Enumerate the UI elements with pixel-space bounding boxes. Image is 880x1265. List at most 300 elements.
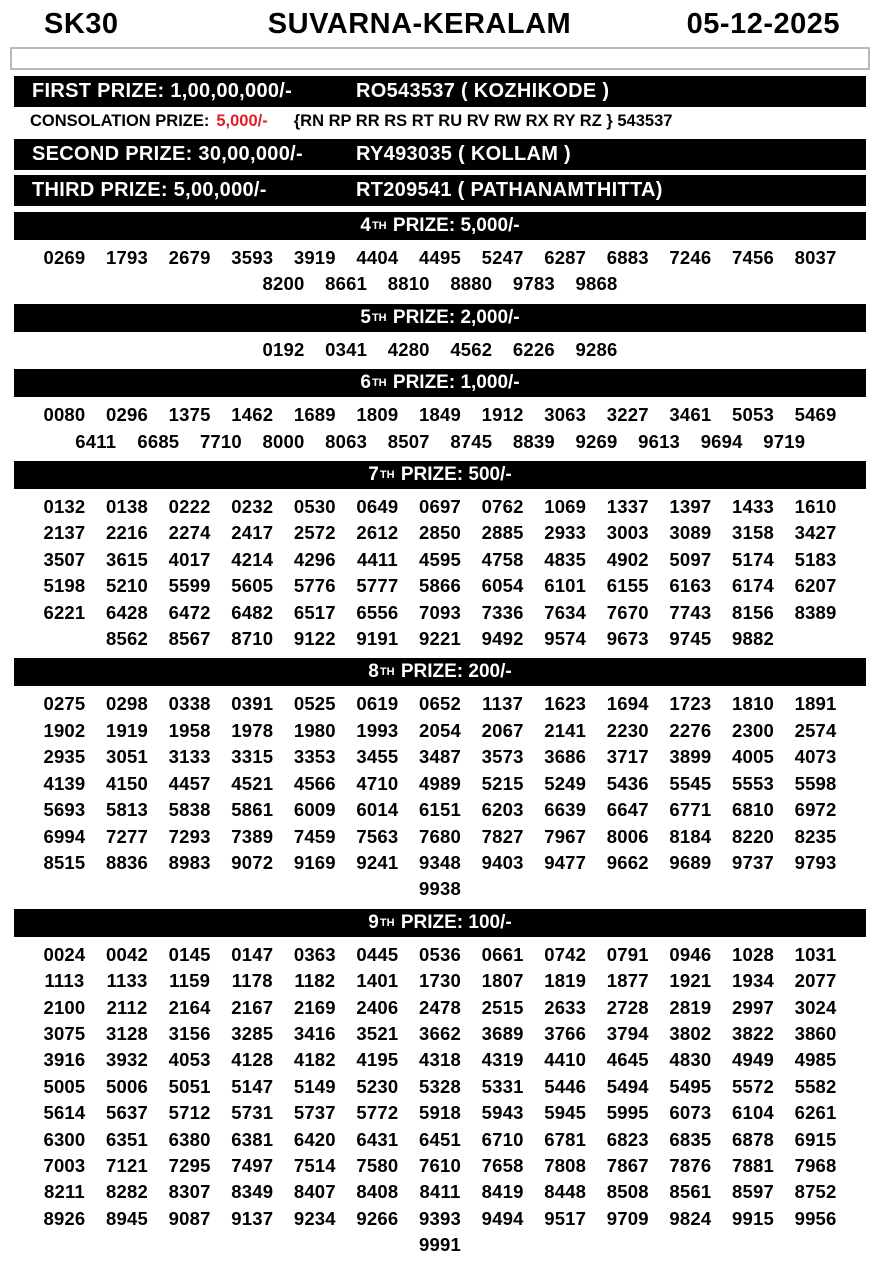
ticket-number: 6915 — [794, 1128, 837, 1150]
ticket-number: 7827 — [481, 825, 524, 847]
ticket-number: 5572 — [731, 1075, 774, 1097]
empty-bar — [10, 47, 870, 70]
ticket-number: 0391 — [231, 693, 274, 715]
ticket-number: 9072 — [231, 851, 274, 873]
ticket-number: 5777 — [356, 575, 399, 597]
ticket-number: 2230 — [606, 719, 649, 741]
ticket-number: 6151 — [419, 799, 461, 821]
ticket-number: 1723 — [669, 693, 712, 715]
ticket-number: 5495 — [669, 1075, 712, 1097]
ticket-number: 5545 — [669, 772, 712, 794]
ticket-number: 3766 — [544, 1022, 587, 1044]
ticket-number: 4195 — [356, 1049, 399, 1071]
ticket-number: 3487 — [419, 746, 461, 768]
ticket-number: 4830 — [669, 1049, 712, 1071]
ticket-number: 2054 — [419, 719, 461, 741]
ticket-number: 3593 — [231, 247, 274, 268]
ticket-number: 1689 — [293, 404, 336, 426]
ticket-number: 5731 — [231, 1102, 274, 1124]
ticket-number: 9709 — [606, 1207, 649, 1229]
ticket-number: 8507 — [387, 430, 430, 452]
ticket-number: 9915 — [731, 1207, 774, 1229]
ticket-number: 8710 — [231, 628, 274, 650]
ticket-number: 2167 — [231, 996, 274, 1018]
ticket-number: 8235 — [794, 825, 837, 847]
ticket-number: 1133 — [106, 970, 148, 992]
ticket-number: 0080 — [43, 404, 86, 426]
ticket-number: 6685 — [137, 430, 180, 452]
ticket-number: 5605 — [231, 575, 274, 597]
ticket-number: 2728 — [606, 996, 649, 1018]
ticket-number: 9494 — [481, 1207, 524, 1229]
ticket-number: 3133 — [168, 746, 211, 768]
section-header-text: 9 — [368, 911, 379, 933]
ticket-number: 4710 — [356, 772, 399, 794]
ticket-number: 7867 — [606, 1154, 649, 1176]
ticket-number: 2633 — [544, 996, 587, 1018]
ticket-number-row — [0, 573, 880, 599]
ticket-number: 7881 — [731, 1154, 774, 1176]
ticket-number: 6207 — [794, 575, 837, 597]
ticket-number: 2274 — [168, 522, 211, 544]
ticket-number: 2169 — [293, 996, 336, 1018]
ticket-number: 9393 — [419, 1207, 461, 1229]
ticket-number: 3024 — [794, 996, 837, 1018]
ticket-number: 5097 — [669, 548, 712, 570]
ticket-number: 3075 — [43, 1022, 86, 1044]
ticket-number: 6878 — [731, 1128, 774, 1150]
ticket-number: 3353 — [293, 746, 336, 768]
ticket-number-row — [0, 402, 880, 428]
ticket-number: 8037 — [794, 247, 837, 268]
ticket-number: 5712 — [168, 1102, 211, 1124]
ticket-number-row — [0, 547, 880, 573]
section-header-text: PRIZE: 500/- — [395, 464, 512, 486]
ticket-number: 6517 — [293, 601, 336, 623]
ticket-number: 8661 — [325, 273, 368, 295]
ticket-number: 9574 — [544, 628, 587, 650]
ticket-number: 4139 — [43, 772, 86, 794]
third-prize-winner: RT209541 ( PATHANAMTHITTA) — [356, 179, 663, 201]
ticket-number: 7743 — [669, 601, 712, 623]
ticket-number: 9673 — [606, 628, 649, 650]
section-header-text: 6 — [360, 372, 371, 394]
ticket-number: 2276 — [669, 719, 712, 741]
ticket-number: 0619 — [356, 693, 399, 715]
page-title: SUVARNA-KERALAM — [267, 8, 572, 40]
ticket-number: 3916 — [43, 1049, 86, 1071]
consolation-series-numbers: {RN RP RR RS RT RU RV RW RX RY RZ } 543537 — [293, 112, 673, 130]
ticket-number: 4182 — [293, 1049, 336, 1071]
ticket-number: 3128 — [106, 1022, 149, 1044]
ticket-number: 1912 — [481, 404, 524, 426]
ticket-number: 9122 — [293, 628, 336, 650]
ticket-number: 8419 — [481, 1181, 524, 1203]
ticket-number: 4280 — [387, 338, 430, 360]
ticket-number: 9477 — [544, 851, 587, 873]
ticket-number: 6710 — [481, 1128, 524, 1150]
ticket-number: 3285 — [231, 1022, 274, 1044]
section-header-5th-prize: 5 TH PRIZE: 2,000/- — [14, 304, 866, 332]
ticket-number: 7670 — [606, 601, 649, 623]
ticket-number: 6420 — [293, 1128, 336, 1150]
ticket-number: 6431 — [356, 1128, 399, 1150]
ticket-number: 4053 — [168, 1049, 211, 1071]
ticket-number: 2406 — [356, 996, 399, 1018]
ticket-number: 7808 — [544, 1154, 587, 1176]
ticket-number: 1919 — [106, 719, 149, 741]
ticket-number: 8597 — [731, 1181, 774, 1203]
ticket-number: 3932 — [106, 1049, 149, 1071]
ticket-number: 6155 — [606, 575, 649, 597]
ticket-number: 1891 — [794, 693, 837, 715]
first-prize-label: FIRST PRIZE: 1,00,00,000/- — [32, 80, 293, 102]
ticket-number: 3051 — [106, 746, 149, 768]
ticket-number: 0363 — [293, 943, 336, 965]
ticket-number: 2112 — [106, 996, 148, 1018]
ticket-number: 5995 — [606, 1102, 649, 1124]
ticket-number: 5599 — [168, 575, 211, 597]
ticket-number: 2216 — [106, 522, 149, 544]
ticket-number: 5637 — [106, 1102, 149, 1124]
second-prize-winner: RY493035 ( KOLLAM ) — [356, 143, 572, 165]
ticket-number: 2164 — [168, 996, 211, 1018]
ticket-number: 6300 — [43, 1128, 86, 1150]
ticket-number: 3717 — [606, 746, 649, 768]
ticket-number-row — [0, 337, 880, 363]
third-prize-label: THIRD PRIZE: 5,00,000/- — [32, 179, 267, 201]
section-header-text: PRIZE: 5,000/- — [387, 215, 520, 236]
ticket-number-row — [0, 429, 880, 455]
ticket-number: 8515 — [43, 851, 86, 873]
ticket-number: 1182 — [294, 970, 336, 992]
ticket-number: 8926 — [43, 1207, 86, 1229]
ticket-number: 8836 — [106, 851, 149, 873]
ticket-number: 9348 — [419, 851, 461, 873]
ticket-number: 6203 — [481, 799, 524, 821]
ticket-number: 2997 — [731, 996, 774, 1018]
ticket-number-row — [0, 718, 880, 744]
ticket-number: 7121 — [106, 1154, 149, 1176]
ticket-number: 5249 — [544, 772, 587, 794]
ticket-number: 6472 — [168, 601, 211, 623]
ticket-number: 6009 — [293, 799, 336, 821]
ticket-number: 0946 — [669, 943, 712, 965]
ticket-number: 8282 — [106, 1181, 149, 1203]
ticket-number: 6287 — [544, 247, 587, 268]
ticket-number: 6556 — [356, 601, 399, 623]
ticket-number: 5053 — [731, 404, 774, 426]
ticket-number: 9137 — [231, 1207, 274, 1229]
ticket-number: 6883 — [606, 247, 649, 268]
ticket-number: 0024 — [43, 943, 86, 965]
ticket-number: 0661 — [481, 943, 524, 965]
ticket-number: 6380 — [168, 1128, 211, 1150]
ticket-number: 2612 — [356, 522, 399, 544]
ticket-number: 1137 — [482, 693, 524, 715]
ticket-number-row — [0, 626, 880, 652]
ticket-number: 0298 — [106, 693, 149, 715]
ticket-number: 1849 — [419, 404, 461, 426]
ticket-number: 3662 — [419, 1022, 461, 1044]
ticket-number: 9241 — [356, 851, 399, 873]
ticket-number: 8211 — [43, 1181, 85, 1203]
ticket-number: 0296 — [106, 404, 149, 426]
ticket-number: 3615 — [106, 548, 149, 570]
ticket-number: 9882 — [731, 628, 774, 650]
ticket-number: 6054 — [481, 575, 524, 597]
ticket-number: 3919 — [293, 247, 336, 268]
ticket-number: 7497 — [231, 1154, 274, 1176]
ticket-number: 7610 — [419, 1154, 461, 1176]
ticket-number: 9087 — [168, 1207, 211, 1229]
ticket-number: 9266 — [356, 1207, 399, 1229]
ticket-number-row — [0, 797, 880, 823]
section-header-text: PRIZE: 2,000/- — [387, 306, 520, 328]
ticket-number: 3461 — [669, 404, 712, 426]
ticket-number: 8752 — [794, 1181, 837, 1203]
ticket-number: 3794 — [606, 1022, 649, 1044]
ticket-number: 2417 — [231, 522, 274, 544]
ticket-number: 6163 — [669, 575, 712, 597]
ticket-number: 9868 — [575, 273, 618, 295]
section-header-9th-prize: 9 TH PRIZE: 100/- — [14, 909, 866, 937]
ticket-number: 6771 — [669, 799, 712, 821]
ticket-number: 1401 — [356, 970, 399, 992]
ticket-number: 2850 — [419, 522, 461, 544]
ticket-number: 6381 — [231, 1128, 274, 1150]
ticket-number: 0742 — [544, 943, 587, 965]
ticket-number: 7563 — [356, 825, 399, 847]
ticket-number: 9689 — [669, 851, 712, 873]
ticket-number: 8880 — [450, 273, 493, 295]
section-header-8th-prize: 8 TH PRIZE: 200/- — [14, 658, 866, 686]
ticket-number: 7680 — [419, 825, 461, 847]
ticket-number: 8389 — [794, 601, 837, 623]
ticket-number-row — [0, 995, 880, 1021]
ticket-number: 4521 — [231, 772, 274, 794]
ticket-number: 5183 — [794, 548, 837, 570]
ticket-number: 2478 — [419, 996, 461, 1018]
ticket-number: 3427 — [794, 522, 837, 544]
ticket-number: 4296 — [293, 548, 336, 570]
ticket-number: 8063 — [325, 430, 368, 452]
ticket-number: 4073 — [794, 746, 837, 768]
ticket-number: 4214 — [231, 548, 274, 570]
ticket-number: 8200 — [262, 273, 305, 295]
ticket-number: 4318 — [419, 1049, 461, 1071]
ticket-number: 0145 — [168, 943, 211, 965]
ticket-number: 3063 — [544, 404, 587, 426]
ticket-number: 8745 — [450, 430, 493, 452]
consolation-prize-line — [0, 107, 880, 134]
ticket-number: 4410 — [544, 1049, 587, 1071]
ticket-number: 8561 — [669, 1181, 712, 1203]
ticket-number: 8000 — [262, 430, 305, 452]
ticket-number: 2819 — [669, 996, 712, 1018]
ticket-number: 5005 — [43, 1075, 86, 1097]
ticket-number: 9221 — [419, 628, 461, 650]
ticket-number: 1902 — [43, 719, 86, 741]
ticket-number: 8945 — [106, 1207, 149, 1229]
ticket-number: 5147 — [231, 1075, 274, 1097]
ticket-number: 7389 — [231, 825, 274, 847]
ticket-number: 0649 — [356, 496, 399, 518]
ticket-number: 9234 — [293, 1207, 336, 1229]
ticket-number-row — [0, 1179, 880, 1205]
ticket-number: 9745 — [669, 628, 712, 650]
ticket-number: 5469 — [794, 404, 837, 426]
ticket-number: 5494 — [606, 1075, 649, 1097]
ticket-number: 3416 — [293, 1022, 336, 1044]
ticket-number: 4645 — [606, 1049, 649, 1071]
ticket-number: 0536 — [419, 943, 461, 965]
ticket-number: 1819 — [544, 970, 587, 992]
ticket-number: 1980 — [293, 719, 336, 741]
ticket-number: 4319 — [481, 1049, 524, 1071]
ticket-number: 6104 — [731, 1102, 774, 1124]
ticket-number: 7968 — [794, 1154, 837, 1176]
ticket-number: 2067 — [481, 719, 524, 741]
ticket-number: 5693 — [43, 799, 86, 821]
ticket-number: 0275 — [43, 693, 86, 715]
ticket-number: 1031 — [794, 943, 837, 965]
ticket-number: 3686 — [544, 746, 587, 768]
first-prize-bar — [14, 76, 866, 107]
ticket-number: 8562 — [106, 628, 149, 650]
ticket-number: 3802 — [669, 1022, 712, 1044]
ticket-number: 5945 — [544, 1102, 587, 1124]
ticket-number: 0232 — [231, 496, 274, 518]
ticket-number: 9662 — [606, 851, 649, 873]
ticket-number: 1809 — [356, 404, 399, 426]
ticket-number: 1978 — [231, 719, 274, 741]
section-header-text: PRIZE: 1,000/- — [387, 372, 520, 394]
ticket-number: 3689 — [481, 1022, 524, 1044]
section-header-7th-prize: 7 TH PRIZE: 500/- — [14, 461, 866, 489]
ticket-number: 5174 — [731, 548, 774, 570]
ticket-number: 2933 — [544, 522, 587, 544]
ticket-number: 2574 — [794, 719, 837, 741]
ticket-number: 1694 — [606, 693, 649, 715]
ticket-number-row — [0, 771, 880, 797]
ticket-number: 3860 — [794, 1022, 837, 1044]
draw-date: 05-12-2025 — [686, 8, 840, 40]
ticket-number: 6221 — [43, 601, 86, 623]
ticket-number-row — [0, 271, 880, 297]
lottery-code: SK30 — [44, 8, 119, 40]
ticket-number: 1397 — [669, 496, 712, 518]
ticket-number: 1028 — [731, 943, 774, 965]
ticket-number: 1958 — [168, 719, 211, 741]
ticket-number: 4404 — [356, 247, 399, 268]
ticket-number: 4595 — [419, 548, 461, 570]
ticket-number: 4411 — [356, 548, 398, 570]
ticket-number: 5737 — [293, 1102, 336, 1124]
ticket-number: 2572 — [293, 522, 336, 544]
ticket-number: 6451 — [419, 1128, 461, 1150]
ticket-number-row — [0, 824, 880, 850]
ticket-number: 7634 — [544, 601, 587, 623]
ticket-number: 4758 — [481, 548, 524, 570]
third-prize-bar — [14, 175, 866, 206]
ticket-number: 5918 — [419, 1102, 461, 1124]
ticket-number: 4457 — [168, 772, 211, 794]
ticket-number: 7658 — [481, 1154, 524, 1176]
ticket-number: 7514 — [293, 1154, 336, 1176]
prize-sections — [0, 212, 880, 1259]
ticket-number: 8508 — [606, 1181, 649, 1203]
ticket-number-row — [0, 1074, 880, 1100]
ticket-number: 6639 — [544, 799, 587, 821]
ticket-number: 5331 — [481, 1075, 524, 1097]
ticket-number: 2077 — [794, 970, 837, 992]
ticket-number: 8156 — [731, 601, 774, 623]
ticket-number: 5582 — [794, 1075, 837, 1097]
ticket-number-row — [0, 1127, 880, 1153]
ticket-number: 7876 — [669, 1154, 712, 1176]
section-header-text: 4 — [360, 215, 371, 236]
ticket-number: 5553 — [731, 772, 774, 794]
ticket-number: 9191 — [356, 628, 399, 650]
ticket-number: 9824 — [669, 1207, 712, 1229]
ticket-number: 0791 — [606, 943, 649, 965]
ticket-number-row — [0, 245, 880, 271]
ticket-number: 4902 — [606, 548, 649, 570]
ticket-number: 9169 — [293, 851, 336, 873]
ticket-number: 1921 — [669, 970, 712, 992]
ticket-number: 2935 — [43, 746, 86, 768]
ticket-number: 3822 — [731, 1022, 774, 1044]
ticket-number: 1462 — [231, 404, 274, 426]
ticket-number: 0341 — [325, 338, 368, 360]
ticket-number: 1993 — [356, 719, 399, 741]
ticket-number: 5943 — [481, 1102, 524, 1124]
ticket-number: 9719 — [763, 430, 806, 452]
ticket-number: 9492 — [481, 628, 524, 650]
ticket-number: 5328 — [419, 1075, 461, 1097]
second-prize-label: SECOND PRIZE: 30,00,000/- — [32, 143, 303, 165]
ticket-number: 6226 — [512, 338, 555, 360]
ticket-number: 2515 — [481, 996, 524, 1018]
ticket-number: 1877 — [606, 970, 649, 992]
ticket-number: 4835 — [544, 548, 587, 570]
ticket-number: 2100 — [43, 996, 86, 1018]
ticket-number: 6101 — [544, 575, 587, 597]
ticket-number: 5051 — [168, 1075, 211, 1097]
ticket-number-row — [0, 744, 880, 770]
ticket-number: 4150 — [106, 772, 149, 794]
ticket-number: 3227 — [606, 404, 649, 426]
ticket-number: 4005 — [731, 746, 774, 768]
ticket-number: 8307 — [168, 1181, 211, 1203]
ticket-number: 0445 — [356, 943, 399, 965]
ticket-number: 9694 — [700, 430, 743, 452]
ticket-number: 9783 — [512, 273, 555, 295]
section-header-text: PRIZE: 100/- — [395, 911, 512, 933]
ticket-number: 4128 — [231, 1049, 274, 1071]
ticket-number: 5149 — [293, 1075, 336, 1097]
ticket-number: 8983 — [168, 851, 211, 873]
ticket-number: 6647 — [606, 799, 649, 821]
consolation-label: CONSOLATION PRIZE: — [30, 112, 210, 130]
ticket-number: 6972 — [794, 799, 837, 821]
ticket-number: 7967 — [544, 825, 587, 847]
ticket-number: 6994 — [43, 825, 86, 847]
ticket-number-row — [0, 494, 880, 520]
ticket-number-row — [0, 1100, 880, 1126]
ticket-number: 5198 — [43, 575, 86, 597]
